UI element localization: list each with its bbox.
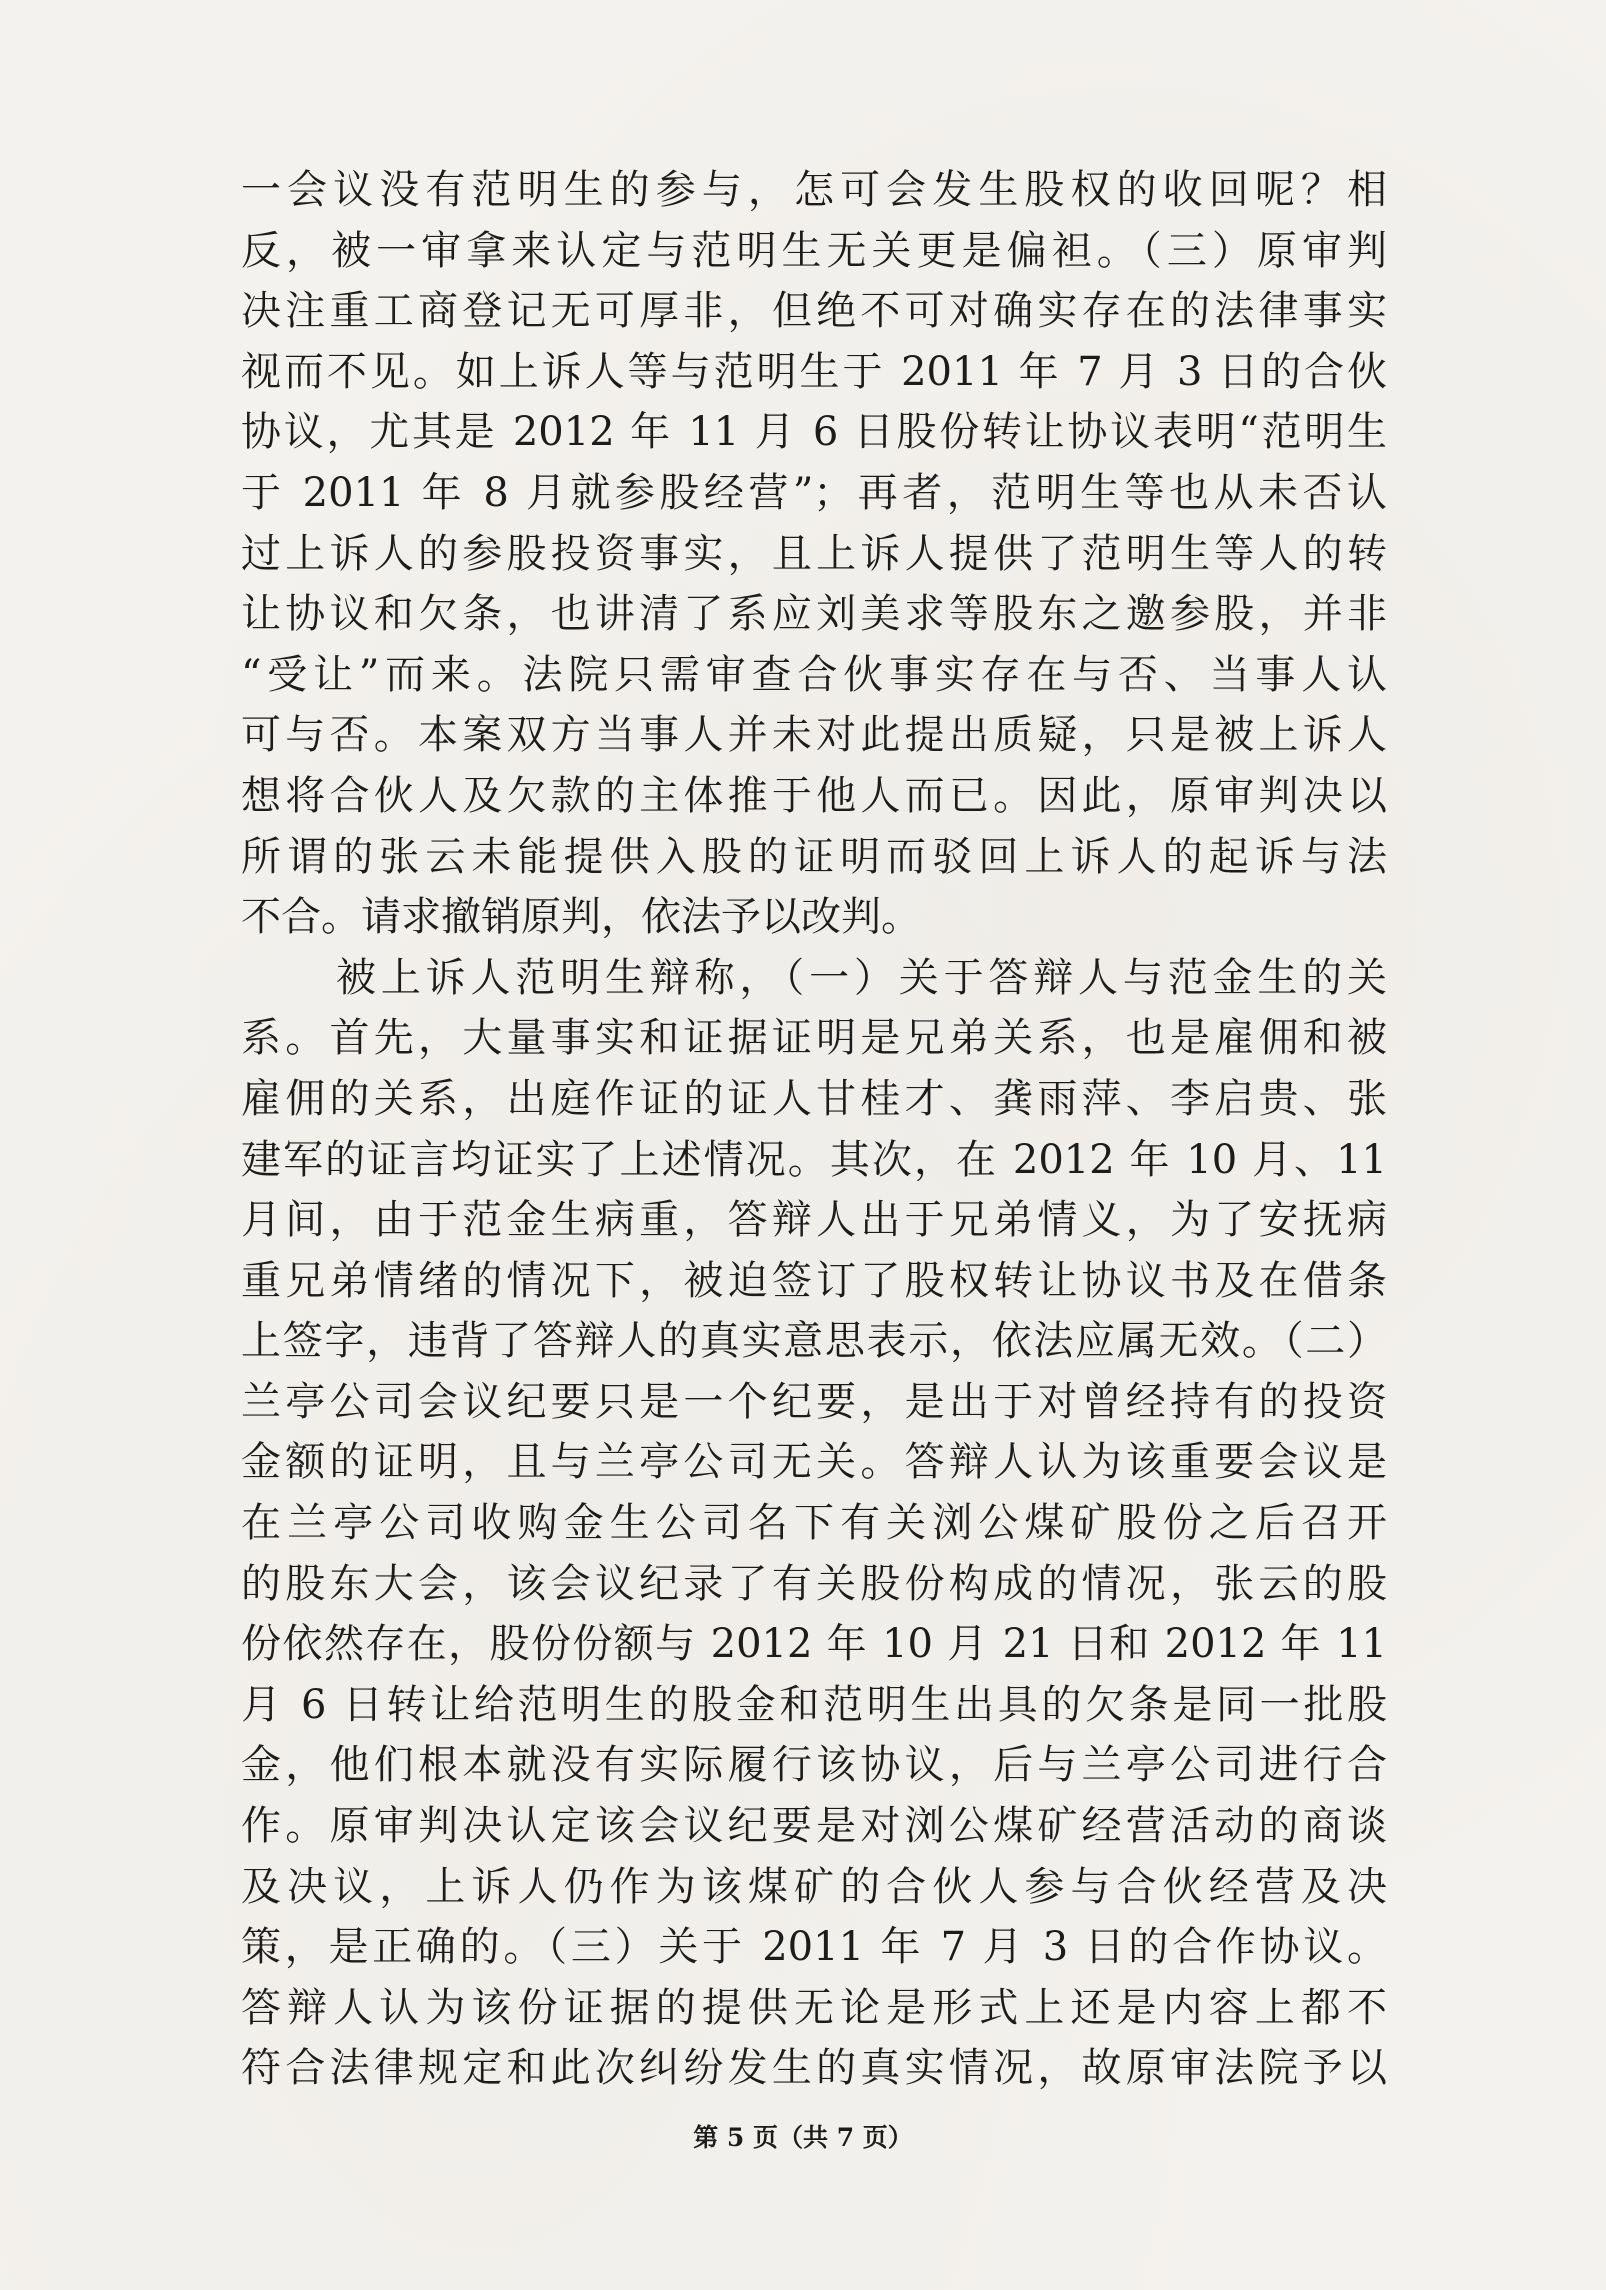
text-line: 作。原审判决认定该会议纪要是对浏公煤矿经营活动的商谈	[241, 1803, 1387, 1850]
text-line: 系。首先，大量事实和证据证明是兄弟关系，也是雇佣和被	[241, 1015, 1387, 1062]
document-body	[241, 160, 1387, 2099]
text-line: 一会议没有范明生的参与，怎可会发生股权的收回呢？相	[241, 167, 1387, 213]
text-line: “受让”而来。法院只需审查合伙事实存在与否、当事人认	[241, 651, 1387, 698]
text-line: 月间，由于范金生病重，答辩人出于兄弟情义，为了安抚病	[241, 1197, 1387, 1244]
text-line: 金额的证明，且与兰亭公司无关。答辩人认为该重要会议是	[241, 1439, 1387, 1486]
text-line: 建军的证言均证实了上述情况。其次，在 2012 年 10 月、11	[241, 1136, 1387, 1183]
text-line: 想将合伙人及欠款的主体推于他人而已。因此，原审判决以	[241, 772, 1387, 819]
text-line: 符合法律规定和此次纠纷发生的真实情况，故原审法院予以	[241, 2045, 1387, 2092]
text-line: 协议，尤其是 2012 年 11 月 6 日股份转让协议表明“范明生	[241, 409, 1387, 456]
text-line: 决注重工商登记无可厚非，但绝不可对确实存在的法律事实	[241, 288, 1387, 335]
text-line: 雇佣的关系，出庭作证的证人甘桂才、龚雨萍、李启贵、张	[241, 1075, 1387, 1122]
text-line: 兰亭公司会议纪要只是一个纪要，是出于对曾经持有的投资	[241, 1378, 1387, 1425]
text-line: 答辩人认为该份证据的提供无论是形式上还是内容上都不	[241, 1984, 1387, 2031]
text-line: 可与否。本案双方当事人并未对此提出质疑，只是被上诉人	[241, 712, 1387, 759]
text-line: 金，他们根本就没有实际履行该协议，后与兰亭公司进行合	[241, 1742, 1387, 1789]
text-line: 让协议和欠条，也讲清了系应刘美求等股东之邀参股，并非	[241, 591, 1387, 638]
text-line: 不合。请求撤销原判，依法予以改判。	[241, 894, 921, 941]
text-line: 反，被一审拿来认定与范明生无关更是偏袒。（三）原审判	[241, 227, 1387, 274]
text-line: 月 6 日转让给范明生的股金和范明生出具的欠条是同一批股	[241, 1681, 1387, 1728]
text-line: 份依然存在，股份份额与 2012 年 10 月 21 日和 2012 年 11	[241, 1621, 1387, 1668]
text-line: 在兰亭公司收购金生公司名下有关浏公煤矿股份之后召开	[241, 1500, 1387, 1547]
text-line: 策，是正确的。（三）关于 2011 年 7 月 3 日的合作协议。	[241, 1924, 1387, 1971]
page-number-footer: 第 5 页（共 7 页）	[693, 2123, 913, 2152]
text-line: 上签字，违背了答辩人的真实意思表示，依法应属无效。（二）	[241, 1318, 1387, 1365]
text-line: 及决议，上诉人仍作为该煤矿的合伙人参与合伙经营及决	[241, 1863, 1387, 1910]
text-line: 视而不见。如上诉人等与范明生于 2011 年 7 月 3 日的合伙	[241, 348, 1387, 395]
text-line: 于 2011 年 8 月就参股经营”；再者，范明生等也从未否认	[241, 469, 1387, 516]
paragraph-start-line: 被上诉人范明生辩称，（一）关于答辩人与范金生的关	[336, 954, 1387, 1001]
text-line: 过上诉人的参股投资事实，且上诉人提供了范明生等人的转	[241, 530, 1387, 577]
text-line: 重兄弟情绪的情况下，被迫签订了股权转让协议书及在借条	[241, 1257, 1387, 1304]
text-line: 的股东大会，该会议纪录了有关股份构成的情况，张云的股	[241, 1560, 1387, 1607]
text-line: 所谓的张云未能提供入股的证明而驳回上诉人的起诉与法	[241, 833, 1387, 880]
